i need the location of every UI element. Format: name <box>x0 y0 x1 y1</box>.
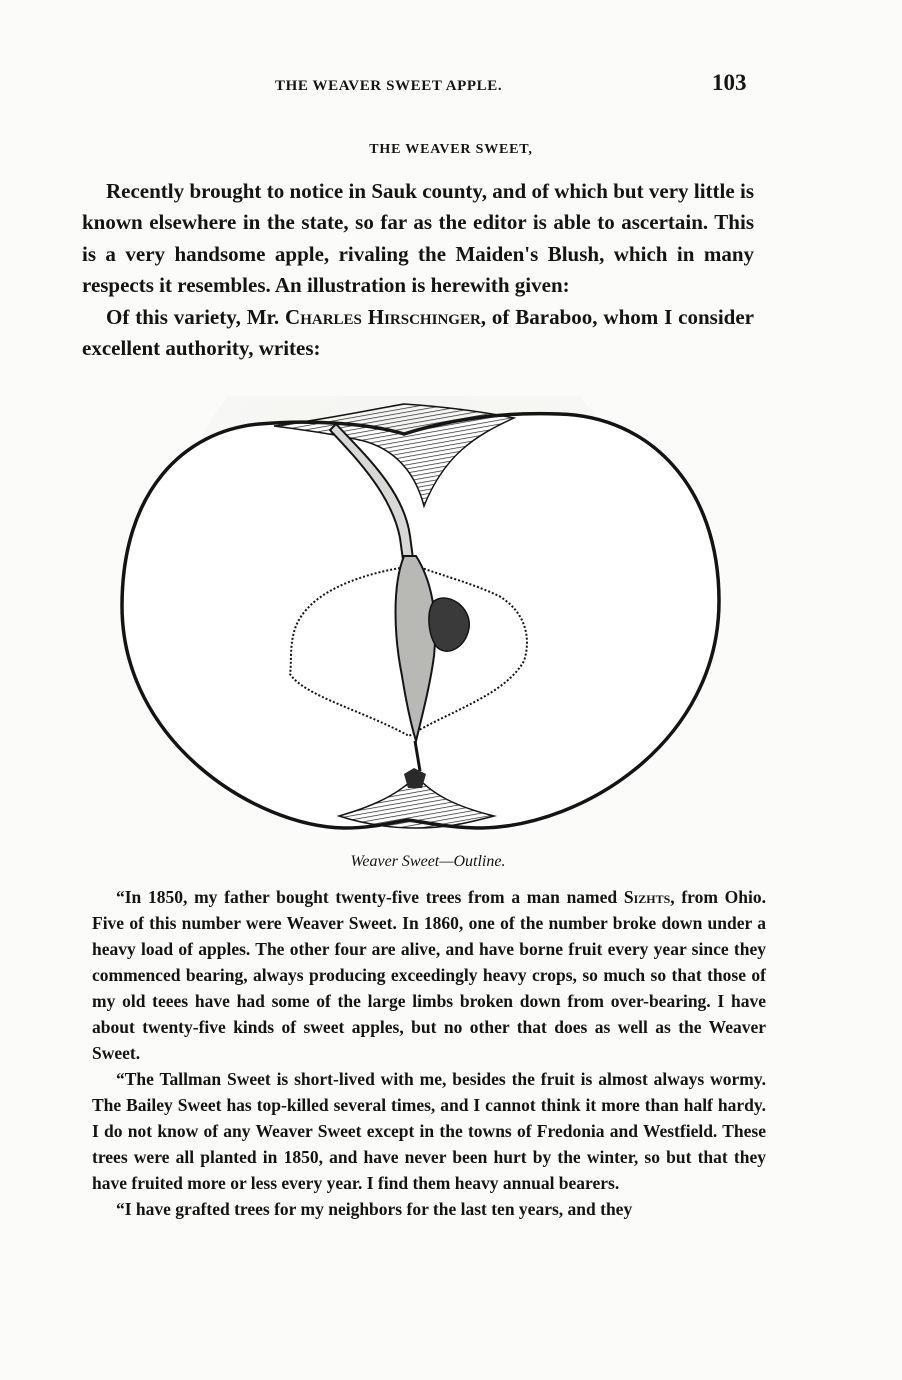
seller-name: Sizhts <box>623 887 671 907</box>
quote-paragraph <box>92 884 766 1066</box>
author-name: Charles Hirschinger <box>285 304 481 329</box>
intro-paragraph-attribution <box>82 302 754 365</box>
intro-text <box>82 176 754 364</box>
page-number: 103 <box>712 70 747 95</box>
intro-paragraph: Recently brought to notice in Sauk county, and of which but very little is known elsewhere in the state, so far as the editor is able to ascertain. This is a very handsome apple, rivaling the Maiden's Blush, which in many respects it resembles. An illustration is herewith given: <box>82 179 754 298</box>
section-title: THE WEAVER SWEET, <box>369 142 533 157</box>
text-span: “In 1850, my father bought twenty-five trees from a man named <box>116 887 624 907</box>
running-title: THE WEAVER SWEET APPLE. <box>275 78 503 94</box>
figure-caption: Weaver Sweet—Outline. <box>350 853 506 870</box>
text-span: , of Baraboo, whom I consider excellent authority, writes: <box>82 304 754 361</box>
apple-illustration <box>104 396 736 841</box>
text-span: Of this variety, Mr. <box>106 304 286 329</box>
text-span: , from Ohio. Five of this number were Weaver Sweet. In 1860, one of the number broke down under a heavy load of apples. The other four are alive, and have borne fruit every year since they commenced bearing, always producing exceedingly heavy crops, so much so that those of my old teees have had some of the large limbs broken down from over-bearing. I have about twenty-five kinds of sweet apples, but no other that does as well as the Weaver Sweet. <box>92 887 766 1063</box>
quote-paragraph: “The Tallman Sweet is short-lived with me, besides the fruit is almost always wormy. The Bailey Sweet has top-killed several times, and I cannot think it more than half hardy. I do not know of any Weaver Sweet except in the towns of Fredonia and Westfield. These trees were all planted in 1850, and have never been hurt by the winter, so but that they have fruited more or less every year. I find them heavy annual bearers. <box>92 1069 766 1193</box>
apple-cross-section-drawing <box>104 396 736 841</box>
quote-paragraph: “I have grafted trees for my neighbors for the last ten years, and they <box>116 1199 633 1219</box>
quoted-letter <box>92 884 766 1222</box>
